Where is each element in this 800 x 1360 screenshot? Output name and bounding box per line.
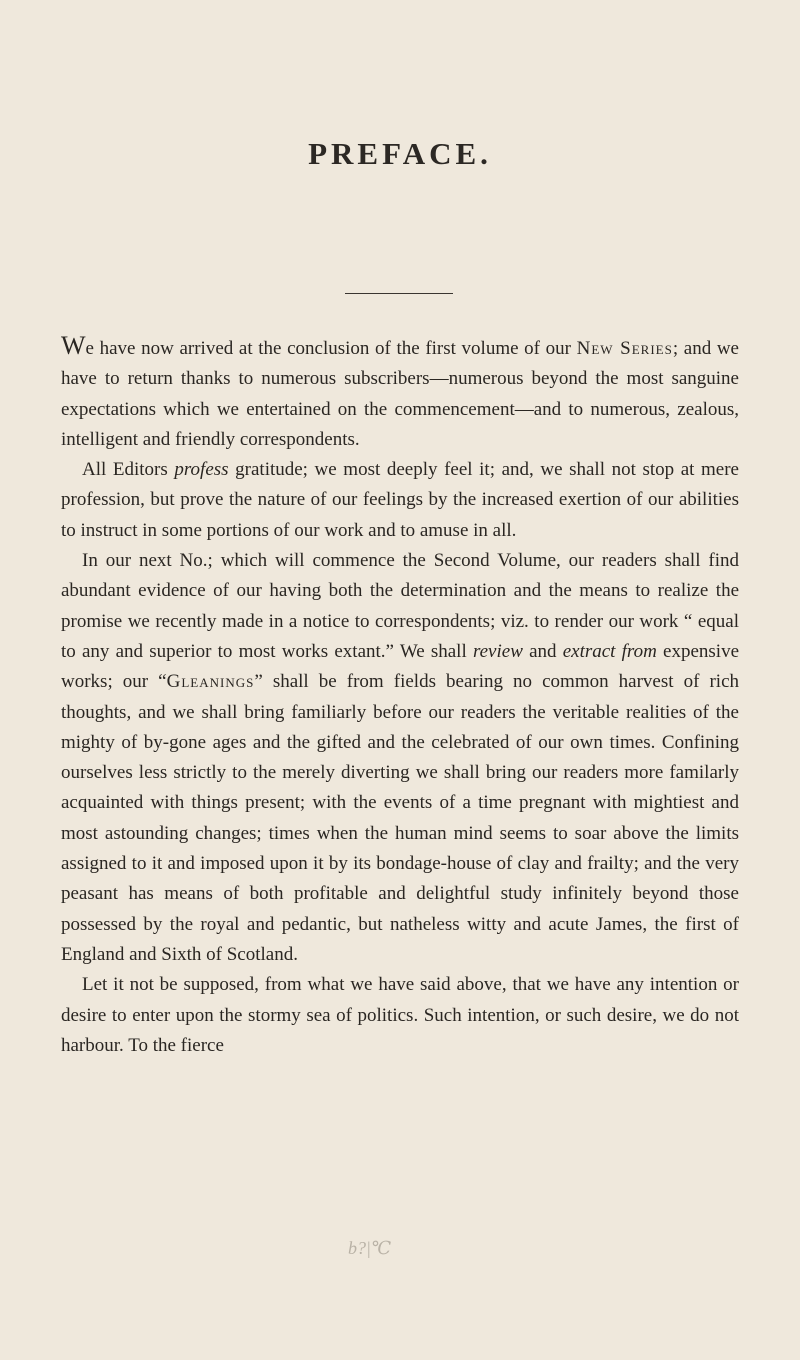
p1-text-1: e have now arrived at the conclusion of the first volume of our: [85, 338, 577, 359]
drop-cap: W: [61, 331, 86, 360]
p4-text: Let it not be supposed, from what we have said above, that we have any intention or desire to enter upon the stormy sea of politics. Such intention, or such desire, we do not harbour. To the fierce: [61, 974, 739, 1056]
profess-text: profess: [174, 459, 229, 481]
p2-text-2: gratitude; we most deeply feel it; and, we shall not stop at mere profession, but prove the nature of our feelings by the increased exertion of our abilities to instruct in some portions of our work and to amuse in all.: [61, 459, 739, 541]
gleanings-text: Gleanings: [166, 671, 255, 693]
p3-text-3: ” shall be from fields bearing no common harvest of rich thoughts, and we shall bring familiarly before our readers the veritable realities of the mighty of by-gone ages and the gifted and the celebrated of our own times. Confining ourselves less strictly to the merely diverting we shall bring our readers more familarly acquainted with things present; with the events of a time pregnant with mightiest and most astounding changes; times when the human mind seems to soar above the limits assigned to it and imposed upon it by its bondage-house of clay and frailty; and the very peasant has means of both profitable and delightful study infinitely beyond those possessed by the royal and pedantic, but natheless witty and acute James, the first of England and Sixth of Scotland.: [61, 671, 740, 965]
page-title: PREFACE.: [308, 136, 492, 171]
paragraph-2: [61, 455, 739, 546]
p3-text-2: expensive works; our “: [61, 640, 740, 693]
paragraph-4: [61, 970, 739, 1061]
preface-body: [61, 333, 739, 1061]
paragraph-1: [61, 333, 739, 455]
extract-from-text: extract from: [562, 640, 657, 662]
paragraph-3: [61, 546, 739, 970]
title-divider: [345, 293, 453, 294]
review-text: review: [472, 640, 523, 662]
p3-text-1: In our next No.; which will commence the Second Volume, our readers shall find abundant evidence of our having both the determination and the means to realize the promise we recently made in a notice to correspondents; viz. to render our work “ equal to any and superior to most works extant.” We shall: [61, 550, 739, 662]
p3-and: and: [522, 640, 563, 662]
new-series-text: New Series: [576, 338, 673, 359]
p2-text-1: All Editors: [82, 459, 175, 481]
signature-mark: b?|℃: [348, 1238, 392, 1258]
p1-text-2: ; and we have to return thanks to numerous subscribers—numerous beyond the most sanguine expectations which we entertained on the commencement—and to numerous, zealous, intelligent and friendly correspondents.: [61, 338, 739, 450]
